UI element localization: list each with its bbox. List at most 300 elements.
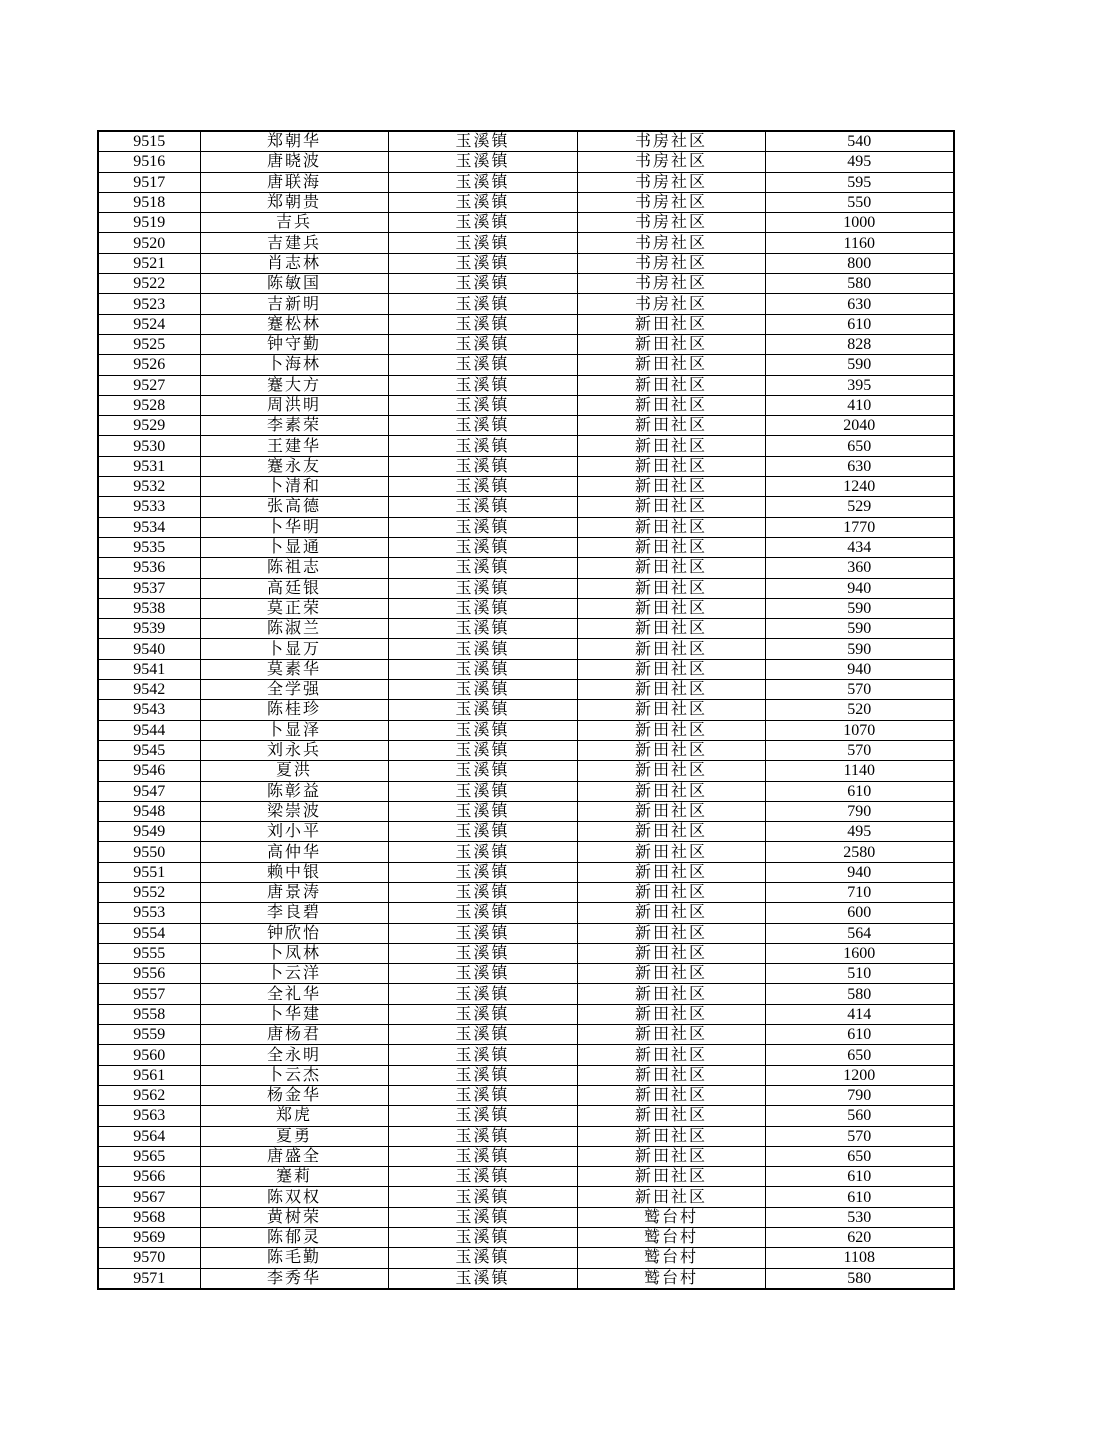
cell-town: 玉溪镇 — [388, 659, 577, 679]
cell-amount: 1070 — [765, 720, 954, 740]
cell-town: 玉溪镇 — [388, 801, 577, 821]
cell-name: 梁崇波 — [200, 801, 388, 821]
cell-community: 书房社区 — [577, 274, 765, 294]
cell-amount: 828 — [765, 334, 954, 354]
cell-amount: 590 — [765, 619, 954, 639]
cell-community: 书房社区 — [577, 192, 765, 212]
cell-name: 卜清和 — [200, 477, 388, 497]
cell-community: 新田社区 — [577, 1187, 765, 1207]
cell-amount: 570 — [765, 1126, 954, 1146]
cell-town: 玉溪镇 — [388, 456, 577, 476]
cell-amount: 1108 — [765, 1248, 954, 1268]
cell-town: 玉溪镇 — [388, 1228, 577, 1248]
cell-id: 9561 — [98, 1065, 200, 1085]
cell-name: 莫正荣 — [200, 598, 388, 618]
table-row — [98, 517, 954, 537]
cell-community: 新田社区 — [577, 355, 765, 375]
cell-id: 9533 — [98, 497, 200, 517]
cell-town: 玉溪镇 — [388, 882, 577, 902]
cell-id: 9560 — [98, 1045, 200, 1065]
cell-name: 全学强 — [200, 680, 388, 700]
cell-id: 9516 — [98, 152, 200, 172]
cell-id: 9564 — [98, 1126, 200, 1146]
table-row — [98, 274, 954, 294]
cell-community: 新田社区 — [577, 395, 765, 415]
cell-id: 9565 — [98, 1146, 200, 1166]
cell-amount: 1200 — [765, 1065, 954, 1085]
cell-name: 陈双权 — [200, 1187, 388, 1207]
cell-amount: 530 — [765, 1207, 954, 1227]
cell-community: 新田社区 — [577, 477, 765, 497]
cell-id: 9518 — [98, 192, 200, 212]
cell-community: 新田社区 — [577, 923, 765, 943]
cell-amount: 630 — [765, 294, 954, 314]
cell-id: 9556 — [98, 964, 200, 984]
cell-name: 夏勇 — [200, 1126, 388, 1146]
cell-id: 9520 — [98, 233, 200, 253]
table-row — [98, 152, 954, 172]
table-row — [98, 700, 954, 720]
cell-town: 玉溪镇 — [388, 700, 577, 720]
cell-town: 玉溪镇 — [388, 1085, 577, 1105]
cell-amount: 2040 — [765, 416, 954, 436]
cell-name: 蹇松林 — [200, 314, 388, 334]
cell-amount: 595 — [765, 172, 954, 192]
cell-amount: 610 — [765, 1187, 954, 1207]
table-row — [98, 253, 954, 273]
cell-amount: 495 — [765, 822, 954, 842]
table-row — [98, 1085, 954, 1105]
cell-town: 玉溪镇 — [388, 334, 577, 354]
cell-community: 新田社区 — [577, 1065, 765, 1085]
cell-id: 9552 — [98, 882, 200, 902]
cell-town: 玉溪镇 — [388, 1106, 577, 1126]
cell-town: 玉溪镇 — [388, 1268, 577, 1289]
table-row — [98, 213, 954, 233]
cell-name: 唐景涛 — [200, 882, 388, 902]
cell-name: 赖中银 — [200, 862, 388, 882]
cell-town: 玉溪镇 — [388, 395, 577, 415]
cell-name: 周洪明 — [200, 395, 388, 415]
cell-town: 玉溪镇 — [388, 213, 577, 233]
cell-town: 玉溪镇 — [388, 436, 577, 456]
table-row — [98, 801, 954, 821]
cell-name: 陈毛勤 — [200, 1248, 388, 1268]
cell-name: 吉建兵 — [200, 233, 388, 253]
table-row — [98, 1187, 954, 1207]
cell-community: 新田社区 — [577, 964, 765, 984]
cell-name: 卜凤林 — [200, 943, 388, 963]
table-row — [98, 923, 954, 943]
cell-id: 9542 — [98, 680, 200, 700]
cell-name: 刘永兵 — [200, 740, 388, 760]
table-row — [98, 294, 954, 314]
cell-id: 9550 — [98, 842, 200, 862]
cell-town: 玉溪镇 — [388, 781, 577, 801]
cell-amount: 414 — [765, 1004, 954, 1024]
cell-id: 9534 — [98, 517, 200, 537]
cell-id: 9524 — [98, 314, 200, 334]
cell-town: 玉溪镇 — [388, 1146, 577, 1166]
cell-town: 玉溪镇 — [388, 274, 577, 294]
cell-name: 杨金华 — [200, 1085, 388, 1105]
table-row — [98, 1146, 954, 1166]
cell-name: 张高德 — [200, 497, 388, 517]
table-row — [98, 334, 954, 354]
cell-town: 玉溪镇 — [388, 680, 577, 700]
cell-name: 卜显泽 — [200, 720, 388, 740]
cell-id: 9540 — [98, 639, 200, 659]
cell-community: 新田社区 — [577, 781, 765, 801]
table-row — [98, 314, 954, 334]
cell-town: 玉溪镇 — [388, 619, 577, 639]
cell-community: 新田社区 — [577, 436, 765, 456]
cell-id: 9537 — [98, 578, 200, 598]
cell-name: 刘小平 — [200, 822, 388, 842]
cell-community: 新田社区 — [577, 943, 765, 963]
table-row — [98, 639, 954, 659]
cell-name: 蹇大方 — [200, 375, 388, 395]
table-row — [98, 964, 954, 984]
cell-id: 9521 — [98, 253, 200, 273]
cell-town: 玉溪镇 — [388, 1207, 577, 1227]
cell-amount: 650 — [765, 1146, 954, 1166]
cell-name: 卜显万 — [200, 639, 388, 659]
cell-amount: 590 — [765, 355, 954, 375]
cell-town: 玉溪镇 — [388, 497, 577, 517]
cell-amount: 1160 — [765, 233, 954, 253]
cell-amount: 610 — [765, 1167, 954, 1187]
cell-id: 9545 — [98, 740, 200, 760]
cell-name: 卜云杰 — [200, 1065, 388, 1085]
cell-id: 9541 — [98, 659, 200, 679]
cell-town: 玉溪镇 — [388, 578, 577, 598]
cell-id: 9567 — [98, 1187, 200, 1207]
cell-town: 玉溪镇 — [388, 517, 577, 537]
cell-community: 新田社区 — [577, 517, 765, 537]
cell-name: 唐晓波 — [200, 152, 388, 172]
table-row — [98, 761, 954, 781]
cell-town: 玉溪镇 — [388, 842, 577, 862]
table-row — [98, 984, 954, 1004]
cell-community: 书房社区 — [577, 172, 765, 192]
cell-id: 9538 — [98, 598, 200, 618]
cell-amount: 510 — [765, 964, 954, 984]
cell-id: 9569 — [98, 1228, 200, 1248]
cell-community: 新田社区 — [577, 1146, 765, 1166]
cell-community: 新田社区 — [577, 1004, 765, 1024]
cell-id: 9527 — [98, 375, 200, 395]
table-row — [98, 233, 954, 253]
cell-community: 新田社区 — [577, 375, 765, 395]
cell-id: 9553 — [98, 903, 200, 923]
cell-name: 唐杨君 — [200, 1025, 388, 1045]
table-row — [98, 537, 954, 557]
cell-amount: 790 — [765, 1085, 954, 1105]
cell-amount: 495 — [765, 152, 954, 172]
cell-amount: 529 — [765, 497, 954, 517]
cell-town: 玉溪镇 — [388, 1065, 577, 1085]
table-row — [98, 1207, 954, 1227]
cell-town: 玉溪镇 — [388, 964, 577, 984]
cell-name: 夏洪 — [200, 761, 388, 781]
cell-community: 新田社区 — [577, 984, 765, 1004]
cell-amount: 520 — [765, 700, 954, 720]
table-row — [98, 822, 954, 842]
cell-town: 玉溪镇 — [388, 984, 577, 1004]
cell-amount: 1240 — [765, 477, 954, 497]
table-row — [98, 1228, 954, 1248]
data-table — [97, 130, 955, 1290]
cell-id: 9554 — [98, 923, 200, 943]
cell-id: 9562 — [98, 1085, 200, 1105]
cell-name: 唐盛全 — [200, 1146, 388, 1166]
table-row — [98, 1025, 954, 1045]
cell-amount: 564 — [765, 923, 954, 943]
cell-amount: 1140 — [765, 761, 954, 781]
cell-name: 李素荣 — [200, 416, 388, 436]
cell-id: 9571 — [98, 1268, 200, 1289]
cell-name: 黄树荣 — [200, 1207, 388, 1227]
table-row — [98, 1106, 954, 1126]
cell-town: 玉溪镇 — [388, 253, 577, 273]
cell-id: 9546 — [98, 761, 200, 781]
cell-name: 高廷银 — [200, 578, 388, 598]
cell-amount: 2580 — [765, 842, 954, 862]
cell-id: 9530 — [98, 436, 200, 456]
cell-community: 书房社区 — [577, 131, 765, 152]
cell-town: 玉溪镇 — [388, 477, 577, 497]
cell-amount: 540 — [765, 131, 954, 152]
cell-amount: 395 — [765, 375, 954, 395]
table-row — [98, 862, 954, 882]
cell-community: 新田社区 — [577, 537, 765, 557]
cell-town: 玉溪镇 — [388, 355, 577, 375]
cell-town: 玉溪镇 — [388, 903, 577, 923]
cell-town: 玉溪镇 — [388, 1187, 577, 1207]
cell-town: 玉溪镇 — [388, 416, 577, 436]
table-row — [98, 192, 954, 212]
cell-community: 新田社区 — [577, 1025, 765, 1045]
cell-community: 新田社区 — [577, 740, 765, 760]
cell-community: 新田社区 — [577, 334, 765, 354]
cell-community: 新田社区 — [577, 822, 765, 842]
cell-amount: 434 — [765, 537, 954, 557]
cell-amount: 610 — [765, 781, 954, 801]
cell-community: 新田社区 — [577, 639, 765, 659]
table-row — [98, 131, 954, 152]
table-row — [98, 619, 954, 639]
table-row — [98, 1065, 954, 1085]
cell-amount: 580 — [765, 984, 954, 1004]
table-row — [98, 943, 954, 963]
cell-town: 玉溪镇 — [388, 1004, 577, 1024]
cell-id: 9566 — [98, 1167, 200, 1187]
cell-amount: 940 — [765, 659, 954, 679]
cell-community: 新田社区 — [577, 1167, 765, 1187]
cell-community: 新田社区 — [577, 700, 765, 720]
cell-id: 9515 — [98, 131, 200, 152]
table-row — [98, 1004, 954, 1024]
table-row — [98, 842, 954, 862]
cell-name: 王建华 — [200, 436, 388, 456]
cell-community: 新田社区 — [577, 680, 765, 700]
cell-town: 玉溪镇 — [388, 1025, 577, 1045]
cell-community: 新田社区 — [577, 1045, 765, 1065]
cell-town: 玉溪镇 — [388, 152, 577, 172]
table-row — [98, 578, 954, 598]
cell-name: 莫素华 — [200, 659, 388, 679]
cell-amount: 610 — [765, 314, 954, 334]
cell-id: 9536 — [98, 558, 200, 578]
cell-town: 玉溪镇 — [388, 314, 577, 334]
cell-id: 9558 — [98, 1004, 200, 1024]
cell-town: 玉溪镇 — [388, 740, 577, 760]
cell-amount: 630 — [765, 456, 954, 476]
cell-amount: 790 — [765, 801, 954, 821]
cell-town: 玉溪镇 — [388, 1167, 577, 1187]
cell-id: 9526 — [98, 355, 200, 375]
cell-name: 郑虎 — [200, 1106, 388, 1126]
cell-community: 新田社区 — [577, 1106, 765, 1126]
cell-town: 玉溪镇 — [388, 131, 577, 152]
cell-id: 9559 — [98, 1025, 200, 1045]
cell-id: 9549 — [98, 822, 200, 842]
table-row — [98, 477, 954, 497]
cell-town: 玉溪镇 — [388, 761, 577, 781]
cell-community: 新田社区 — [577, 619, 765, 639]
cell-id: 9557 — [98, 984, 200, 1004]
cell-amount: 1770 — [765, 517, 954, 537]
cell-town: 玉溪镇 — [388, 943, 577, 963]
cell-id: 9522 — [98, 274, 200, 294]
table-row — [98, 1268, 954, 1289]
table-row — [98, 456, 954, 476]
cell-community: 新田社区 — [577, 761, 765, 781]
cell-community: 鹫台村 — [577, 1248, 765, 1268]
cell-town: 玉溪镇 — [388, 862, 577, 882]
cell-name: 吉兵 — [200, 213, 388, 233]
cell-community: 鹫台村 — [577, 1268, 765, 1289]
cell-name: 蹇永友 — [200, 456, 388, 476]
cell-amount: 610 — [765, 1025, 954, 1045]
cell-id: 9525 — [98, 334, 200, 354]
cell-name: 陈彰益 — [200, 781, 388, 801]
cell-name: 高仲华 — [200, 842, 388, 862]
table-row — [98, 497, 954, 517]
cell-name: 钟守勤 — [200, 334, 388, 354]
cell-name: 陈淑兰 — [200, 619, 388, 639]
cell-community: 新田社区 — [577, 558, 765, 578]
cell-town: 玉溪镇 — [388, 923, 577, 943]
cell-community: 书房社区 — [577, 213, 765, 233]
cell-community: 书房社区 — [577, 294, 765, 314]
table-row — [98, 598, 954, 618]
cell-community: 新田社区 — [577, 1085, 765, 1105]
cell-amount: 590 — [765, 639, 954, 659]
table-row — [98, 903, 954, 923]
table-row — [98, 1167, 954, 1187]
cell-name: 蹇莉 — [200, 1167, 388, 1187]
table-row — [98, 436, 954, 456]
cell-name: 肖志林 — [200, 253, 388, 273]
cell-id: 9551 — [98, 862, 200, 882]
cell-name: 卜华建 — [200, 1004, 388, 1024]
table-row — [98, 720, 954, 740]
cell-community: 新田社区 — [577, 659, 765, 679]
cell-name: 陈桂珍 — [200, 700, 388, 720]
cell-amount: 1000 — [765, 213, 954, 233]
cell-amount: 650 — [765, 1045, 954, 1065]
cell-id: 9543 — [98, 700, 200, 720]
cell-amount: 570 — [765, 680, 954, 700]
cell-id: 9563 — [98, 1106, 200, 1126]
cell-amount: 940 — [765, 578, 954, 598]
cell-town: 玉溪镇 — [388, 192, 577, 212]
cell-amount: 560 — [765, 1106, 954, 1126]
cell-community: 新田社区 — [577, 842, 765, 862]
cell-name: 吉新明 — [200, 294, 388, 314]
cell-town: 玉溪镇 — [388, 1126, 577, 1146]
table-row — [98, 1248, 954, 1268]
cell-town: 玉溪镇 — [388, 537, 577, 557]
cell-amount: 650 — [765, 436, 954, 456]
table-row — [98, 355, 954, 375]
cell-id: 9548 — [98, 801, 200, 821]
cell-id: 9535 — [98, 537, 200, 557]
cell-id: 9568 — [98, 1207, 200, 1227]
cell-community: 新田社区 — [577, 578, 765, 598]
cell-amount: 570 — [765, 740, 954, 760]
cell-town: 玉溪镇 — [388, 822, 577, 842]
cell-community: 新田社区 — [577, 1126, 765, 1146]
cell-name: 郑朝华 — [200, 131, 388, 152]
table-row — [98, 375, 954, 395]
cell-name: 全礼华 — [200, 984, 388, 1004]
cell-community: 新田社区 — [577, 314, 765, 334]
table-row — [98, 882, 954, 902]
cell-name: 卜云洋 — [200, 964, 388, 984]
cell-community: 新田社区 — [577, 456, 765, 476]
cell-town: 玉溪镇 — [388, 1045, 577, 1065]
cell-town: 玉溪镇 — [388, 233, 577, 253]
cell-id: 9555 — [98, 943, 200, 963]
cell-amount: 620 — [765, 1228, 954, 1248]
cell-id: 9547 — [98, 781, 200, 801]
cell-amount: 580 — [765, 1268, 954, 1289]
cell-community: 书房社区 — [577, 152, 765, 172]
cell-name: 李良碧 — [200, 903, 388, 923]
table-row — [98, 680, 954, 700]
cell-amount: 590 — [765, 598, 954, 618]
cell-amount: 940 — [765, 862, 954, 882]
cell-name: 郑朝贵 — [200, 192, 388, 212]
table-row — [98, 781, 954, 801]
cell-id: 9539 — [98, 619, 200, 639]
cell-id: 9531 — [98, 456, 200, 476]
cell-community: 新田社区 — [577, 801, 765, 821]
cell-community: 新田社区 — [577, 882, 765, 902]
cell-amount: 600 — [765, 903, 954, 923]
table-row — [98, 558, 954, 578]
cell-town: 玉溪镇 — [388, 172, 577, 192]
cell-community: 新田社区 — [577, 862, 765, 882]
table-row — [98, 416, 954, 436]
cell-id: 9532 — [98, 477, 200, 497]
cell-name: 卜显通 — [200, 537, 388, 557]
table-row — [98, 740, 954, 760]
cell-amount: 550 — [765, 192, 954, 212]
